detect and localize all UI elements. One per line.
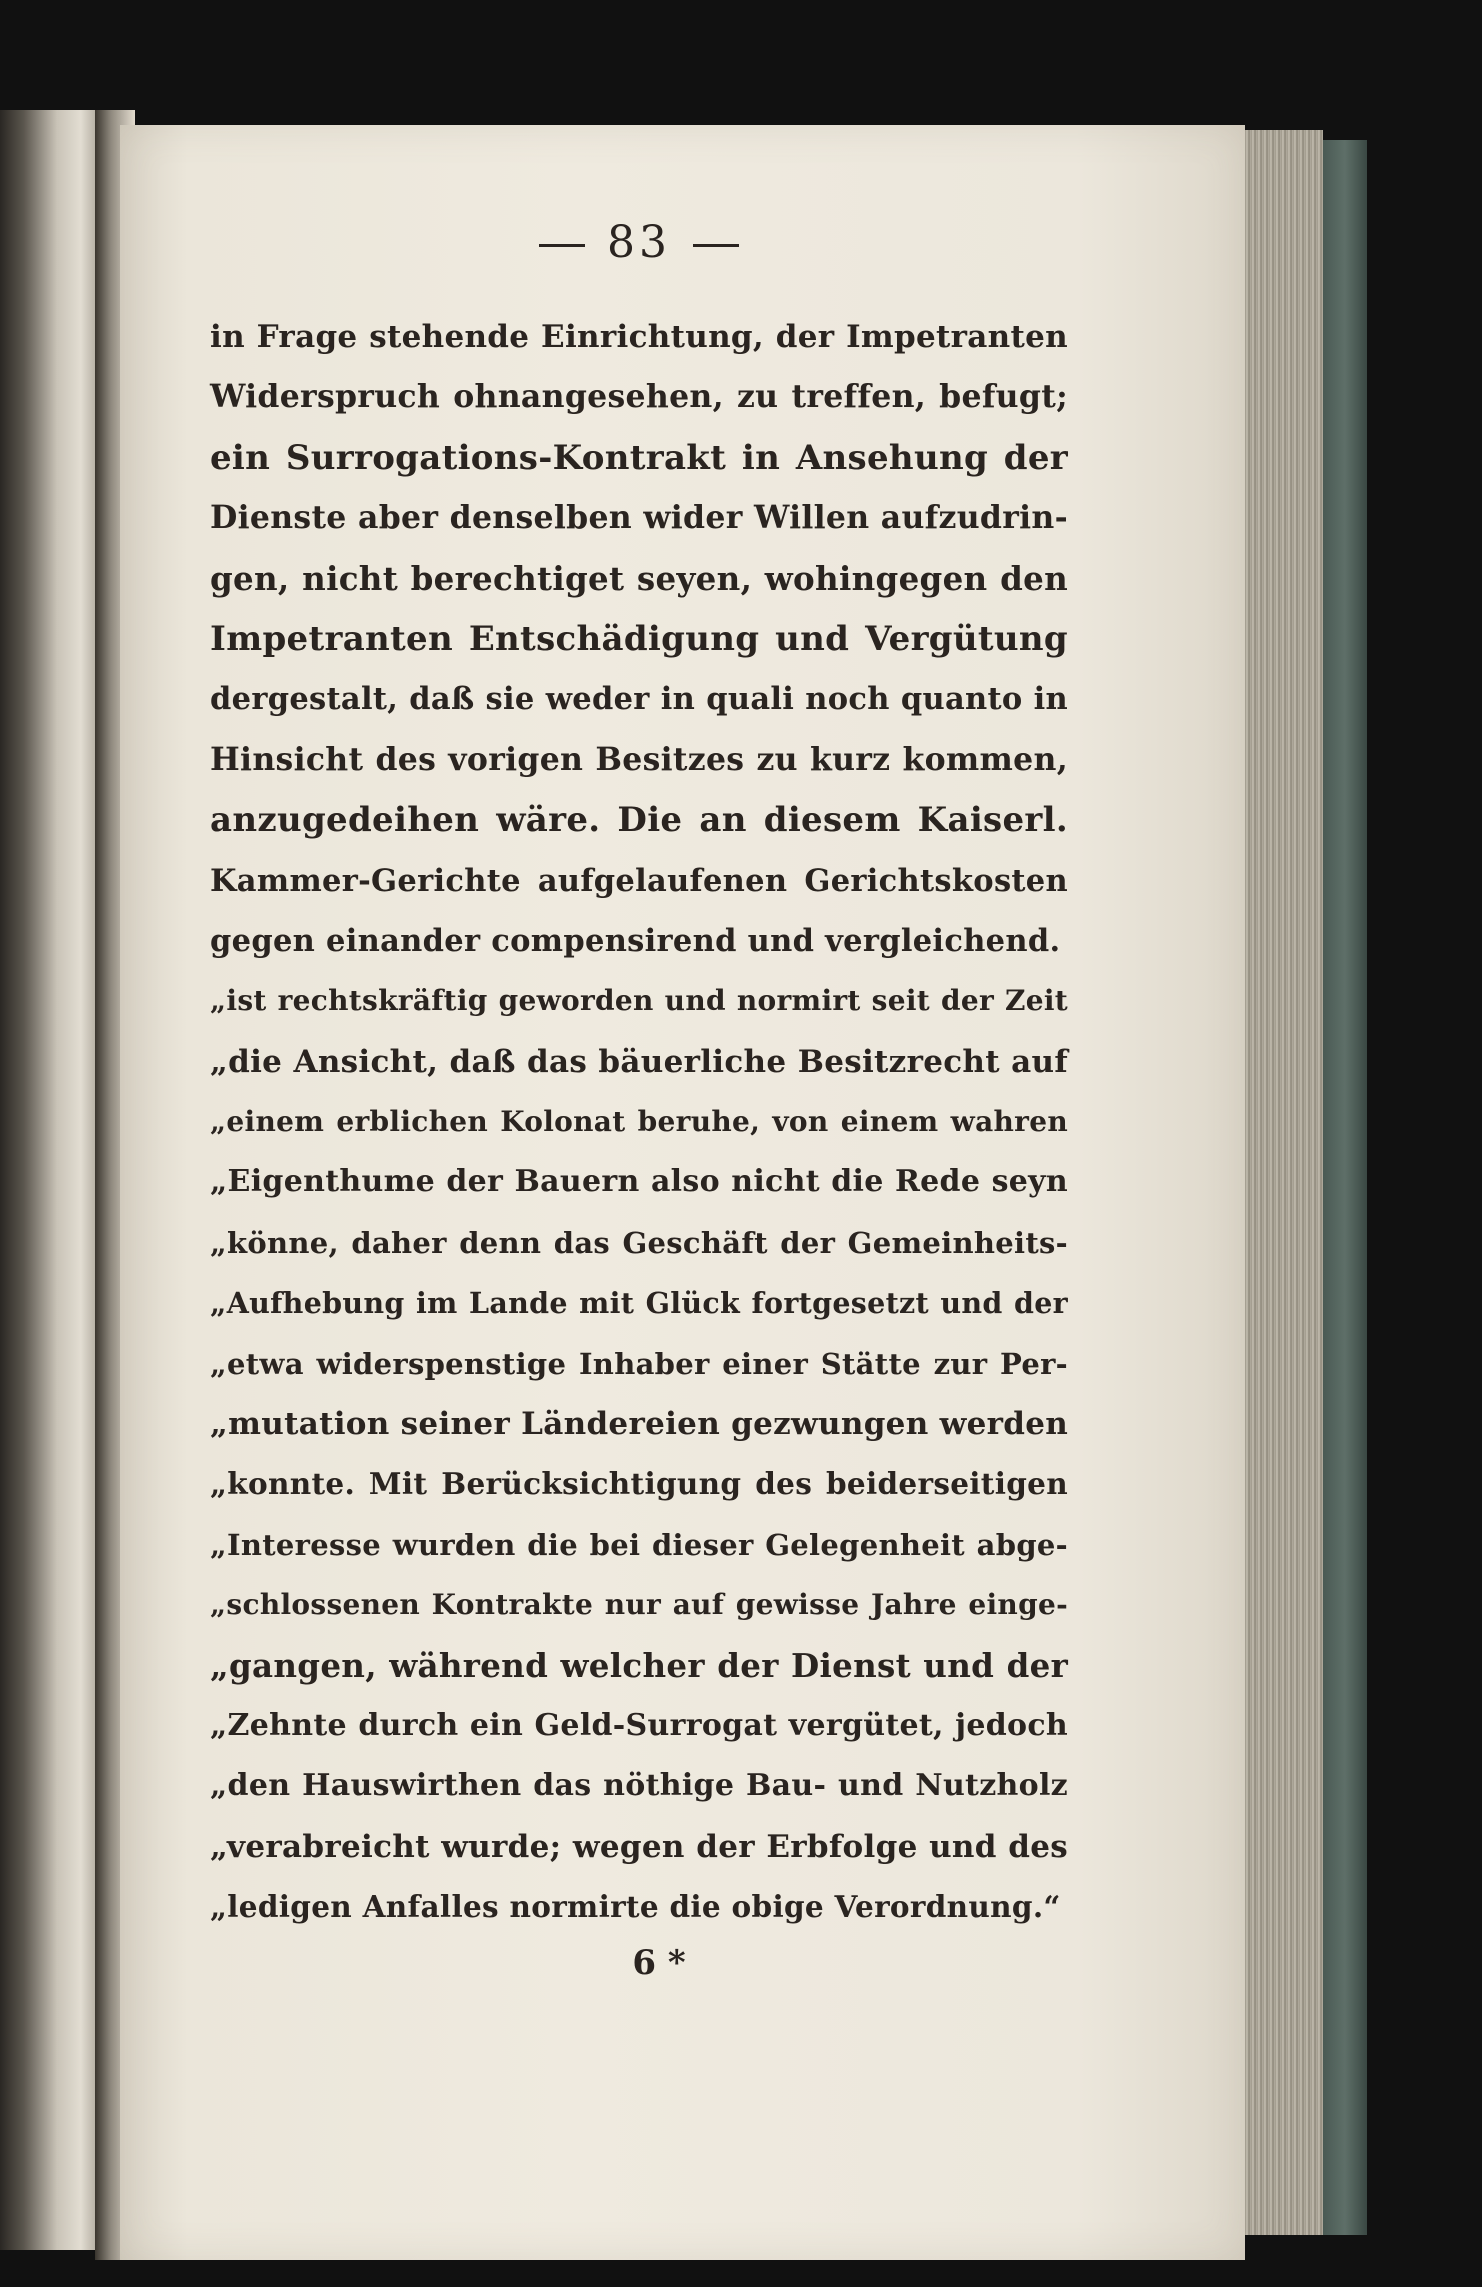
page-edges — [1245, 130, 1323, 2235]
text-line: Kammer-Gerichte aufgelaufenen Gerichtskosten — [210, 862, 1068, 899]
left-page-edge — [0, 110, 95, 2250]
text-line: Impetranten Entschädigung und Vergütung — [210, 618, 1068, 659]
text-line: „ist rechtskräftig geworden und normirt seit der Zeit — [210, 984, 1068, 1018]
text-line: „mutation seiner Ländereien gezwungen werden — [210, 1406, 1069, 1443]
text-line: „etwa widerspenstige Inhaber einer Stätte zur Per- — [210, 1346, 1068, 1381]
text-line: dergestalt, daß sie weder in quali noch quanto in — [210, 681, 1068, 718]
text-line: Dienste aber denselben wider Willen aufzudrin- — [210, 499, 1068, 537]
text-line: gen, nicht berechtiget seyen, wohingegen den — [210, 558, 1068, 598]
text-line: „Zehnte durch ein Geld-Surrogat vergütet, jedoch — [210, 1707, 1068, 1743]
text-line: in Frage stehende Einrichtung, der Impetranten — [210, 319, 1068, 355]
text-line: „den Hauswirthen das nöthige Bau- und Nutzholz — [210, 1768, 1068, 1804]
page-content — [210, 215, 1068, 1988]
text-line: „Aufhebung im Lande mit Glück fortgesetzt und der — [210, 1286, 1068, 1321]
dash-left — [539, 244, 585, 247]
text-line: „gangen, während welcher der Dienst und der — [210, 1645, 1068, 1685]
text-line: anzugedeihen wäre. Die an diesem Kaiserl. — [210, 800, 1068, 841]
text-line: ein Surrogations-Kontrakt in Ansehung der — [210, 437, 1068, 478]
text-line: „Eigenthume der Bauern also nicht die Rede seyn — [210, 1164, 1068, 1200]
text-line: „schlossenen Kontrakte nur auf gewisse Jahre einge- — [210, 1588, 1068, 1622]
dash-right — [693, 244, 739, 247]
signature-mark: 6 * — [632, 1942, 686, 1983]
page-number — [210, 215, 1068, 271]
page-number-text: 83 — [607, 217, 671, 268]
text-line: „einem erblichen Kolonat beruhe, von einem wahren — [210, 1105, 1068, 1139]
text-line: Hinsicht des vorigen Besitzes zu kurz kommen, — [210, 740, 1068, 778]
text-line: „ledigen Anfalles normirte die obige Verordnung.“ — [210, 1889, 1061, 1925]
text-line: „konnte. Mit Berücksichtigung des beiderseitigen — [210, 1466, 1068, 1502]
text-line: „die Ansicht, daß das bäuerliche Besitzrecht auf — [210, 1043, 1068, 1080]
text-body — [210, 307, 1068, 1938]
text-line: „könne, daher denn das Geschäft der Gemeinheits- — [210, 1225, 1068, 1260]
cover-edge — [1323, 140, 1367, 2235]
text-line: gegen einander compensirend und vergleichend. — [210, 922, 1061, 959]
text-line: Widerspruch ohnangesehen, zu treffen, befugt; — [210, 378, 1068, 416]
text-line: „verabreicht wurde; wegen der Erbfolge und des — [210, 1828, 1068, 1865]
text-line: „Interesse wurden die bei dieser Gelegenheit abge- — [210, 1527, 1068, 1562]
